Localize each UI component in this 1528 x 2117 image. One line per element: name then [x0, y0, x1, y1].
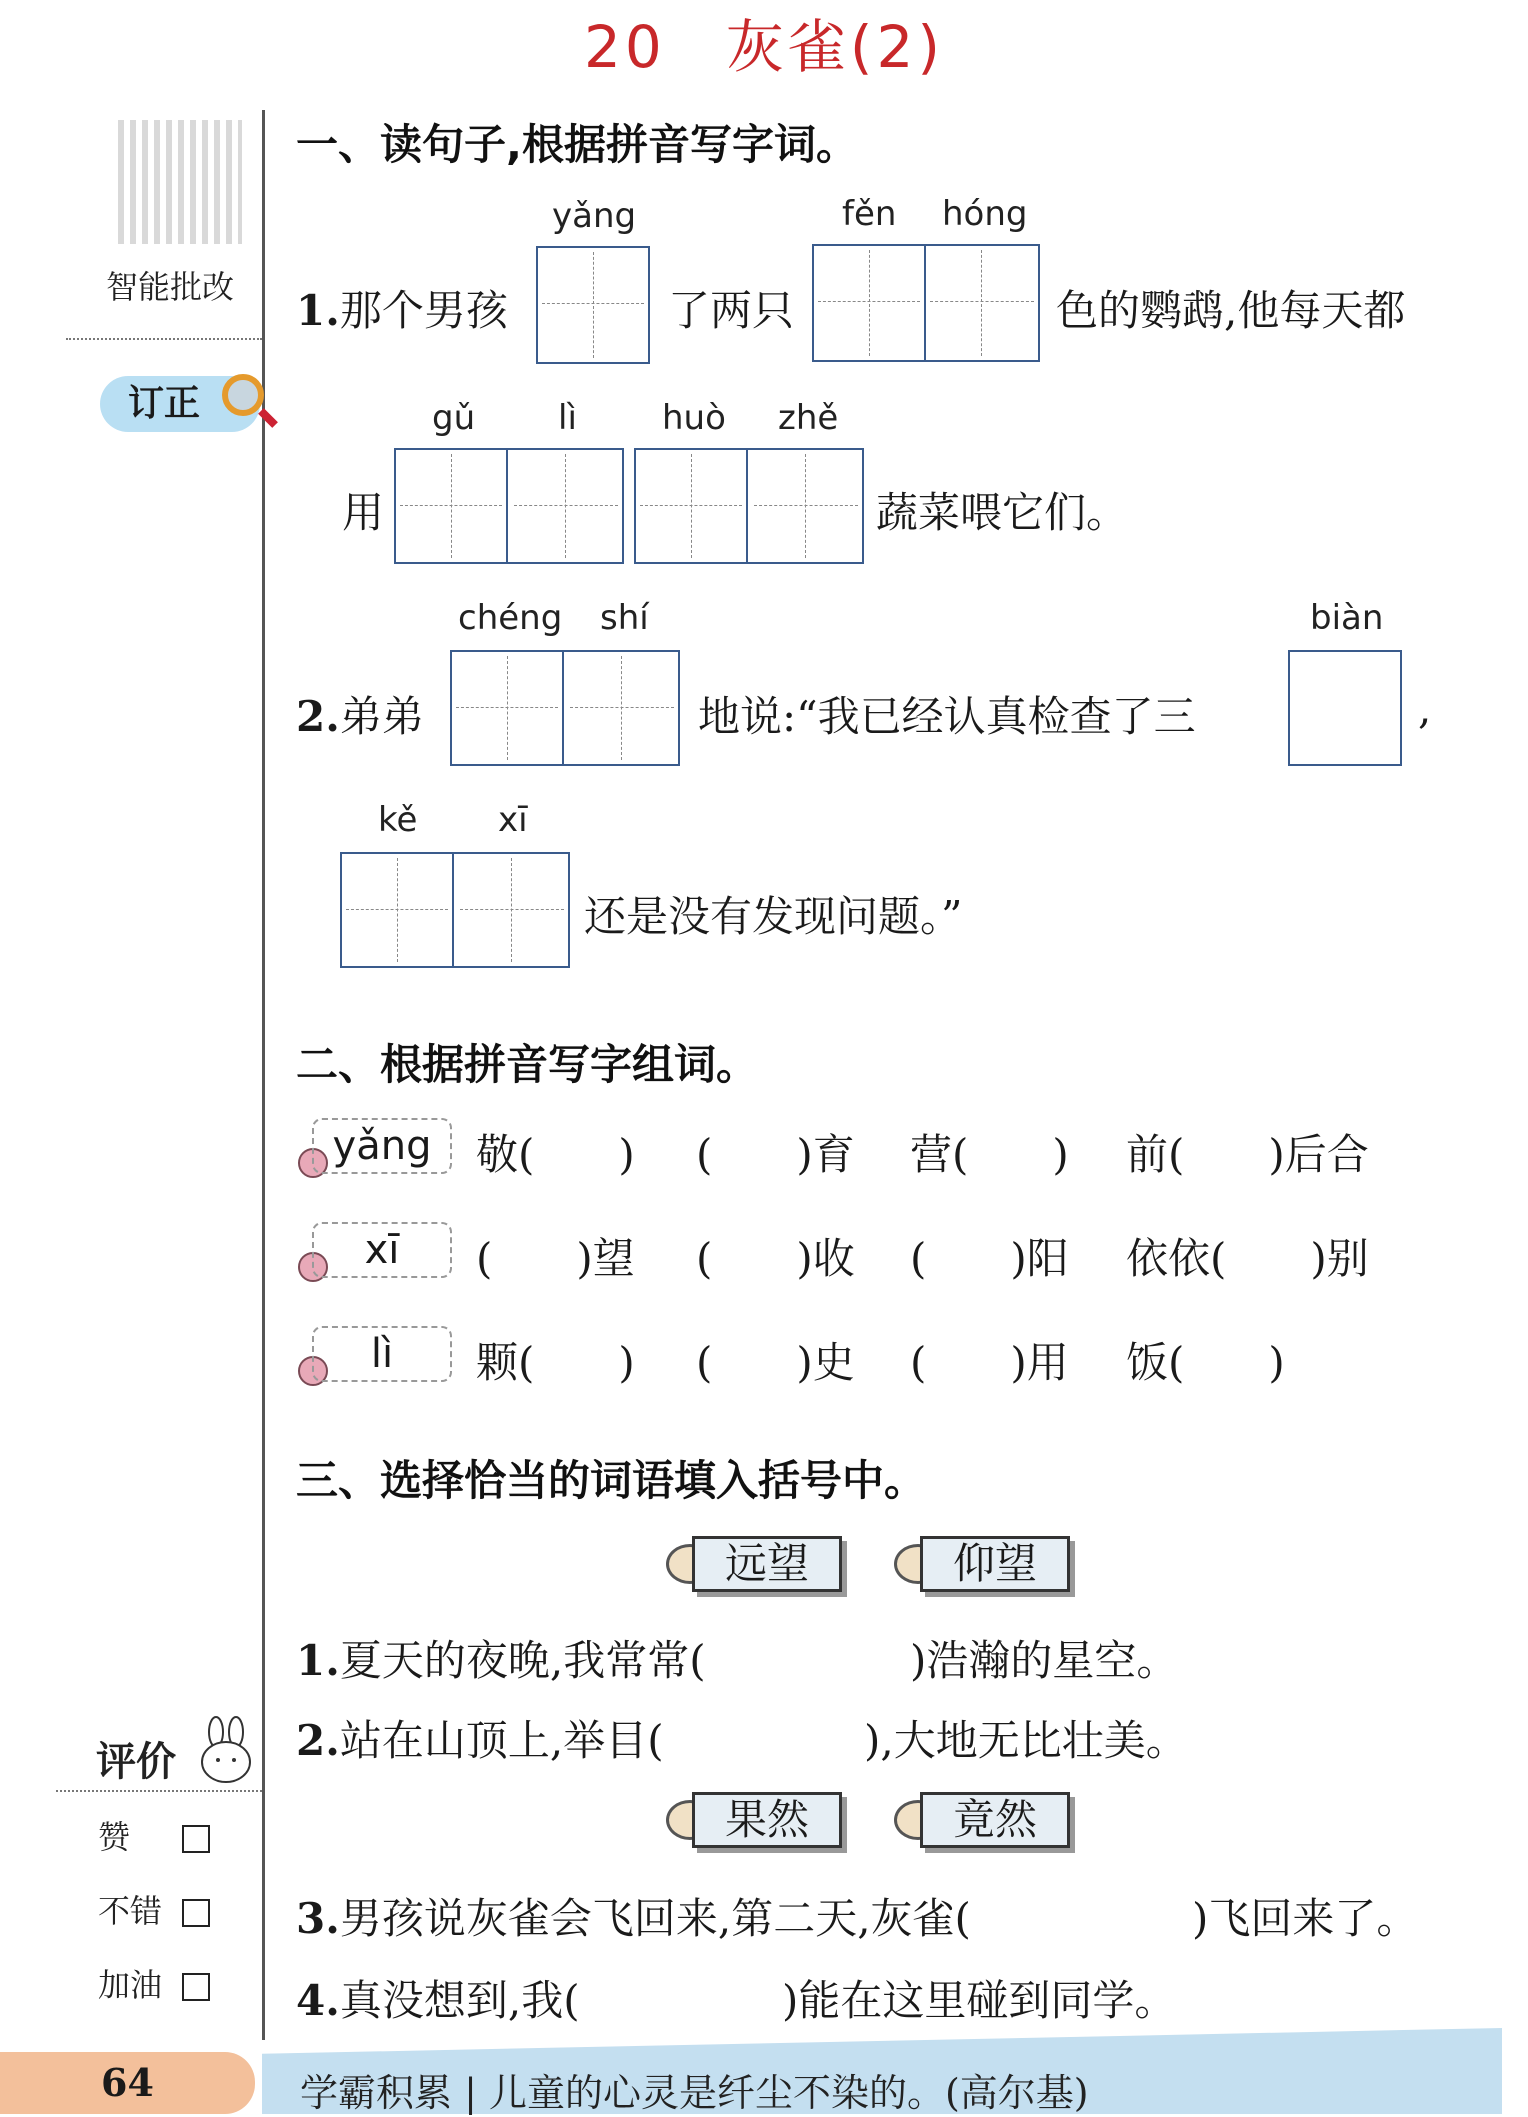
q1-text-b: 了两只 — [668, 286, 795, 335]
pinyin-yang: yǎng — [552, 196, 637, 236]
footer-quote: 学霸积累 | 儿童的心灵是纤尘不染的。(高尔基) — [300, 2071, 1089, 2115]
rating-keepgoing-checkbox[interactable] — [182, 1973, 210, 2001]
rating-keepgoing[interactable]: 加油 — [98, 1960, 210, 2006]
answer-grid-yang[interactable] — [536, 246, 650, 364]
lesson-number: 20 — [584, 13, 666, 81]
answer-grid-kexi[interactable] — [340, 852, 570, 968]
word-option-yuanwang: 远望 — [692, 1536, 842, 1592]
qr-code-icon[interactable] — [118, 120, 242, 244]
q3-4: 4.真没想到,我( — [296, 1976, 580, 2025]
word-option-guoran: 果然 — [692, 1792, 842, 1848]
word-item[interactable]: 饭( ) — [1126, 1338, 1285, 1387]
bunny-icon — [196, 1716, 256, 1786]
q3-2: 2.站在山顶上,举目( — [296, 1716, 664, 1765]
word-item[interactable]: 敬( ) — [476, 1130, 635, 1179]
magnifier-icon — [222, 374, 264, 416]
smart-grading-label: 智能批改 — [106, 268, 235, 306]
word-item[interactable]: ( )收 — [696, 1234, 855, 1283]
answer-grid-fenhong[interactable] — [812, 244, 1040, 362]
answer-grid-guli[interactable] — [394, 448, 624, 564]
pinyin-xi: xī — [498, 800, 528, 840]
word-item[interactable]: ( )阳 — [910, 1234, 1069, 1283]
q2-text-d: 还是没有发现问题。” — [584, 892, 963, 941]
word-option-jingran: 竟然 — [920, 1792, 1070, 1848]
word-item[interactable]: ( )史 — [696, 1338, 855, 1387]
lesson-title: 灰雀(2) — [725, 13, 944, 81]
pinyin-tag-yang: yǎng — [312, 1118, 452, 1174]
q3-3: 3.男孩说灰雀会飞回来,第二天,灰雀( — [296, 1894, 971, 1943]
correction-badge: 订正 — [100, 376, 260, 432]
pinyin-shi: shí — [600, 598, 649, 638]
pinyin-tag-xi: xī — [312, 1222, 452, 1278]
word-item[interactable]: ( )育 — [696, 1130, 855, 1179]
answer-grid-chengshi[interactable] — [450, 650, 680, 766]
pinyin-huo: huò — [662, 398, 726, 438]
page-number: 64 — [0, 2052, 255, 2114]
q3-3-end: )飞回来了。 — [1192, 1894, 1419, 1943]
pinyin-gu: gǔ — [432, 398, 476, 438]
q2-text-b: 地说:“我已经认真检查了三 — [698, 692, 1196, 741]
word-item[interactable]: ( )用 — [910, 1338, 1069, 1387]
pinyin-bian: biàn — [1310, 598, 1384, 638]
page-title — [0, 0, 1528, 84]
pinyin-li: lì — [558, 398, 577, 438]
q3-4-end: )能在这里碰到同学。 — [782, 1976, 1177, 2025]
pinyin-fen: fěn — [842, 194, 897, 234]
rating-like[interactable]: 赞 — [98, 1812, 210, 1858]
word-item[interactable]: 颗( ) — [476, 1338, 635, 1387]
pinyin-tag-li: lì — [312, 1326, 452, 1382]
section3-heading: 三、选择恰当的词语填入括号中。 — [296, 1456, 927, 1505]
evaluation-label: 评价 — [96, 1739, 176, 1785]
q1-text-c: 色的鹦鹉,他每天都 — [1056, 286, 1406, 335]
answer-grid-huozhe[interactable] — [634, 448, 864, 564]
word-item[interactable]: ( )望 — [476, 1234, 635, 1283]
sidebar-separator — [66, 338, 262, 340]
q3-1: 1.夏天的夜晚,我常常( — [296, 1636, 706, 1685]
q3-2-end: ),大地无比壮美。 — [864, 1716, 1188, 1765]
pinyin-ke: kě — [378, 800, 418, 840]
pinyin-zhe: zhě — [778, 398, 839, 438]
answer-grid-bian[interactable] — [1288, 650, 1402, 766]
word-item[interactable]: 依依( )别 — [1126, 1234, 1369, 1283]
q2-text-a: 2.弟弟 — [296, 692, 424, 741]
rating-good[interactable]: 不错 — [98, 1886, 210, 1932]
q1-text-e: 蔬菜喂它们。 — [876, 488, 1129, 537]
rating-good-checkbox[interactable] — [182, 1899, 210, 1927]
section2-heading: 二、根据拼音写字组词。 — [296, 1040, 759, 1089]
word-item[interactable]: 前( )后合 — [1126, 1130, 1369, 1179]
q1-text-a: 1.那个男孩 — [296, 286, 508, 335]
pinyin-hong: hóng — [942, 194, 1028, 234]
evaluation-separator — [56, 1790, 262, 1792]
q1-text-d: 用 — [342, 488, 385, 537]
word-option-yangwang: 仰望 — [920, 1536, 1070, 1592]
word-item[interactable]: 营( ) — [910, 1130, 1069, 1179]
rating-like-checkbox[interactable] — [182, 1825, 210, 1853]
section1-heading: 一、读句子,根据拼音写字词。 — [296, 120, 858, 169]
pinyin-cheng: chéng — [458, 598, 563, 638]
q2-text-c: , — [1418, 684, 1432, 733]
q3-1-end: )浩瀚的星空。 — [910, 1636, 1179, 1685]
